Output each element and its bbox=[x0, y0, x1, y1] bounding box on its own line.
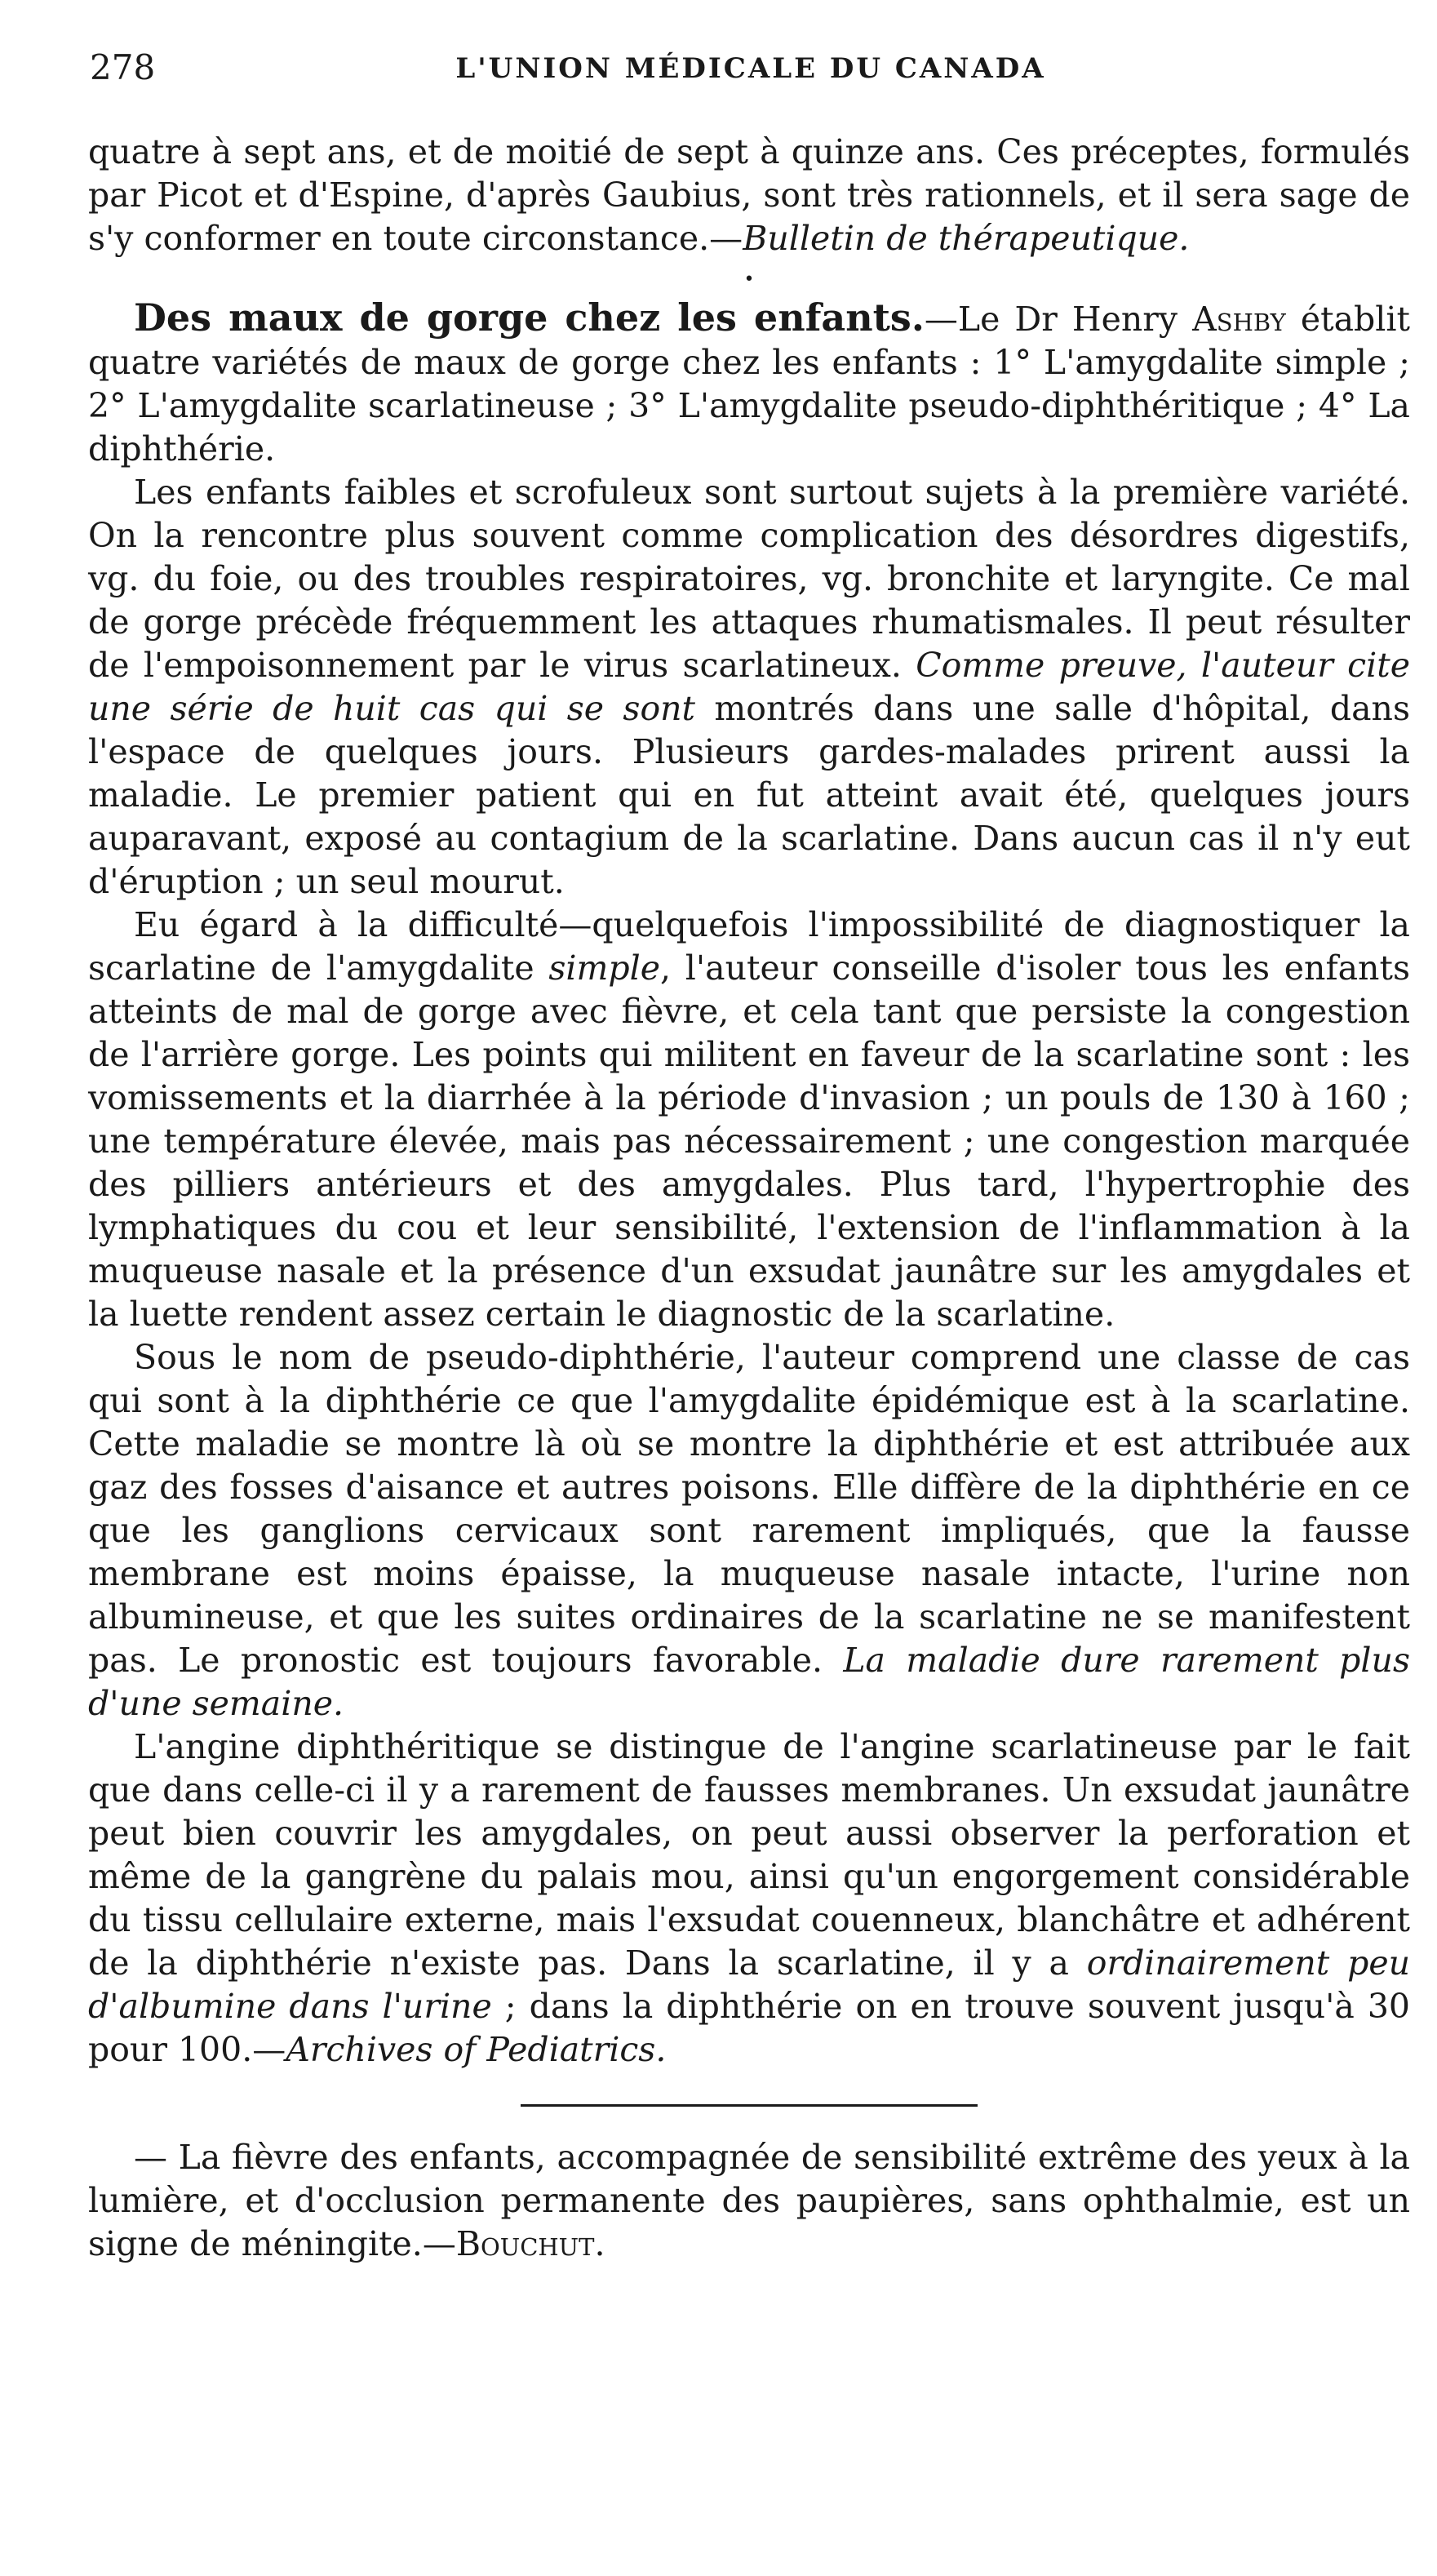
paragraph-text: Eu égard à la difficulté—quelquefois l'impossibilité de diagnostiquer la scarlatine de l'amygdalite bbox=[88, 905, 1410, 988]
italic-text: simple bbox=[548, 948, 661, 988]
italic-text: ordinairement peu d'albumine dans l'urine bbox=[88, 1943, 1410, 2026]
paragraph-text: ; dans la diphthérie on en trouve souvent jusqu'à 30 pour 100.— bbox=[88, 1987, 1411, 2069]
author-name: Ashby bbox=[1192, 300, 1286, 339]
article-title: Des maux de gorge chez les enfants. bbox=[134, 295, 925, 340]
continuation-text: quatre à sept ans, et de moitié de sept à quinze ans. Ces préceptes, formulés par Picot et d'Espine, d'après Gaubius, sont très rationnels, et il sera sage de s'y conformer en toute circonstance.— bbox=[88, 132, 1410, 258]
separator-dot: • bbox=[743, 269, 755, 290]
article-paragraph bbox=[88, 1725, 1410, 2072]
source-citation: Bulletin de thérapeutique. bbox=[743, 219, 1190, 258]
paragraph-text: —Le Dr Henry bbox=[924, 300, 1193, 339]
source-citation: Archives of Pediatrics. bbox=[286, 2030, 667, 2069]
paragraph-text: L'angine diphthéritique se distingue de l'angine scarlatineuse par le fait que dans celle-ci il y a rarement de fausses membranes. Un exsudat jaunâtre peut bien couvrir les amygdales, on peut aussi observer la perforation et même de la gangrène du palais mou, ainsi qu'un engorgement considérable du tissu cellulaire externe, mais l'exsudat couenneux, blanchâtre et adhérent de la diphthérie n'existe pas. Dans la scarlatine, il y a bbox=[88, 1727, 1410, 1983]
running-title: L'UNION MÉDICALE DU CANADA bbox=[455, 52, 1046, 85]
article-paragraph bbox=[88, 904, 1410, 1336]
paragraph-text: établit quatre variétés de maux de gorge chez les enfants : 1° L'amygdalite simple ; 2° L'amygdalite scarlatineuse ; 3° L'amygdalite pseudo-diphthéritique ; 4° La diphthérie. bbox=[88, 300, 1410, 469]
paragraph-text: , l'auteur conseille d'isoler tous les enfants atteints de mal de gorge avec fièvre, et cela tant que persiste la congestion de l'arrière gorge. Les points qui militent en faveur de la scarlatine sont : les vomissements et la diarrhée à la période d'invasion ; un pouls de 130 à 160 ; une température élevée, mais pas nécessairement ; une congestion marquée des pilliers antérieurs et des amygdales. Plus tard, l'hypertrophie des lymphatiques du cou et leur sensibilité, l'extension de l'inflammation à la muqueuse nasale et la présence d'un exsudat jaunâtre sur les amygdales et la luette rendent assez certain le diagnostic de la scarlatine. bbox=[88, 948, 1410, 1334]
body-text bbox=[88, 131, 1410, 2266]
author-name: Bouchut. bbox=[455, 2224, 605, 2263]
article-paragraph bbox=[88, 471, 1410, 904]
article-paragraph bbox=[88, 1336, 1410, 1725]
paragraph-text: montrés dans une salle d'hôpital, dans l'espace de quelques jours. Plusieurs gardes-malades prirent aussi la maladie. Le premier patient qui en fut atteint avait été, quelques jours auparavant, exposé au contagium de la scarlatine. Dans aucun cas il n'y eut d'éruption ; un seul mourut. bbox=[88, 689, 1410, 901]
article-continuation bbox=[88, 131, 1410, 260]
italic-text: La maladie dure rarement plus d'une semaine. bbox=[88, 1641, 1410, 1723]
section-divider bbox=[521, 2104, 978, 2107]
article-paragraph bbox=[88, 2136, 1410, 2266]
paragraph-text: — La fièvre des enfants, accompagnée de sensibilité extrême des yeux à la lumière, et d'occlusion permanente des paupières, sans ophthalmie, est un signe de méningite.— bbox=[88, 2138, 1410, 2263]
article-paragraph bbox=[88, 296, 1410, 471]
page-number: 278 bbox=[90, 47, 156, 87]
paragraph-text: Sous le nom de pseudo-diphthérie, l'auteur comprend une classe de cas qui sont à la diphthérie ce que l'amygdalite épidémique est à la scarlatine. Cette maladie se montre là où se montre la diphthérie et est attribuée aux gaz des fosses d'aisance et autres poisons. Elle diffère de la diphthérie en ce que les ganglions cervicaux sont rarement impliqués, que la fausse membrane est moins épaisse, la muqueuse nasale intacte, l'urine non albumineuse, et que les suites ordinaires de la scarlatine ne se manifestent pas. Le pronostic est toujours favorable. bbox=[88, 1338, 1410, 1680]
paragraph-text: Les enfants faibles et scrofuleux sont surtout sujets à la première variété. On la rencontre plus souvent comme complication des désordres digestifs, vg. du foie, ou des troubles respiratoires, vg. bronchite et laryngite. Ce mal de gorge précède fréquemment les attaques rhumatismales. Il peut résulter de l'empoisonnement par le virus scarlatineux. bbox=[88, 473, 1410, 685]
page-header bbox=[90, 47, 1412, 96]
italic-text: Comme preuve, l'auteur cite une série de huit cas qui se sont bbox=[88, 646, 1410, 728]
